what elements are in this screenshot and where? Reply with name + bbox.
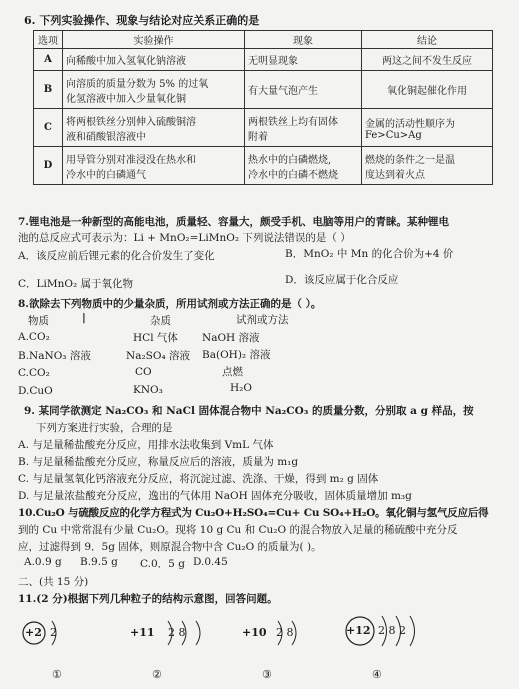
q6-phenomenon-line: 两根铁丝上均有固体	[248, 116, 338, 128]
q6-phenomenon	[245, 109, 362, 147]
q10-option-d: D.0.45	[193, 556, 228, 568]
table-row	[34, 109, 493, 147]
atom-electrons-1: 2	[50, 626, 57, 639]
q6-operation	[63, 147, 245, 185]
atom-label-4: ④	[372, 668, 382, 681]
q9-line-1: 9. 某同学欲测定 Na₂CO₃ 和 NaCl 固体混合物中 Na₂CO₃ 的质量分数，分别取 a g 样品，按	[24, 405, 474, 417]
q6-conclusion-line: 两这之间不发生反应	[382, 56, 472, 67]
q6-operation-line: 化氢溶液中加入少量氧化铜	[66, 93, 186, 105]
q7-option-b: B．MnO₂ 中 Mn 的化合价为+4 价	[285, 248, 454, 260]
q6-conclusion	[362, 71, 493, 109]
atom-nucleus-1: +2	[25, 626, 42, 639]
q8-impurity: KNO₃	[133, 384, 163, 396]
q8-method: 点燃	[222, 366, 243, 378]
q9-option-a: A. 与足量稀盐酸充分反应，用排水法收集到 VmL 气体	[18, 439, 274, 451]
q6-conclusion-line: 金属的活动性顺序为	[365, 118, 455, 130]
q6-header-conclusion: 结论	[362, 31, 493, 49]
atom-electrons-3: 2 8	[276, 626, 294, 639]
table-row	[34, 71, 493, 109]
q10-option-c: C.0．5 g	[140, 558, 185, 570]
atom-nucleus-2: +11	[130, 626, 155, 639]
q10-option-a: A.0.9 g	[24, 556, 62, 568]
atom-nucleus-4: +12	[346, 624, 371, 637]
atom-label-1: ①	[52, 668, 62, 681]
q6-operation-line: 冷水中的白磷通气	[66, 169, 146, 181]
q6-conclusion-line: 燃烧的条件之一是温	[365, 154, 455, 166]
q9-line-2: 下列方案进行实验，合理的是	[36, 422, 173, 434]
q10-line-1: 10.Cu₂O 与硫酸反应的化学方程式为 Cu₂O+H₂SO₄=Cu+ Cu SO₄+H₂O。氧化铜与氢气反应后得	[18, 507, 489, 519]
q6-conclusion	[362, 49, 493, 71]
q11-line-1: 11.(2 分)根据下列几种粒子的结构示意图，回答问题。	[18, 593, 278, 605]
q6-option: A	[34, 49, 63, 71]
q9-option-c: C. 与足量氢氧化钙溶液充分反应，将沉淀过滤、洗涤、干燥，得到 m₂ g 固体	[18, 473, 379, 485]
q6-operation-line: 将两根铁丝分别伸入硫酸铜溶	[66, 116, 196, 128]
q6-phenomenon	[245, 147, 362, 185]
q6-header-row	[34, 31, 493, 49]
q6-operation-line: 用导管分别对准浸没在热水和	[66, 154, 196, 166]
q7-line-2: 池的总反应式可表示为：Li + MnO₂=LiMnO₂ 下列说法错误的是（ ）	[18, 232, 351, 244]
q7-option-a: A．该反应前后锂元素的化合价发生了变化	[18, 250, 215, 262]
atom-diagram-4	[342, 606, 452, 656]
q6-phenomenon-line: 无明显现象	[248, 56, 298, 67]
q8-header-impurity: 杂质	[150, 315, 171, 327]
table-row	[34, 49, 493, 71]
q6-phenomenon	[245, 71, 362, 109]
q7-line-1: 7.锂电池是一种新型的高能电池，质量轻、容量大，颇受手机、电脑等用户的青睐。某种锂电	[18, 216, 449, 228]
q6-conclusion	[362, 109, 493, 147]
q6-table	[33, 30, 493, 185]
q6-option: B	[34, 71, 63, 109]
q8-divider: |	[82, 312, 86, 324]
q6-operation-line: 液和硝酸银溶液中	[66, 131, 146, 143]
q6-option: C	[34, 109, 63, 147]
q8-method: Ba(OH)₂ 溶液	[202, 349, 271, 361]
q6-header-option: 选项	[34, 31, 63, 49]
q6-conclusion	[362, 147, 493, 185]
q10-line-2: 到的 Cu 中常常混有少量 Cu₂O。现将 10 g Cu 和 Cu₂O 的混合物放入足量的稀硫酸中充分反	[18, 524, 458, 536]
table-row	[34, 147, 493, 185]
section-two-heading: 二、(共 15 分)	[18, 576, 89, 588]
q8-substance: B.NaNO₃ 溶液	[18, 350, 91, 362]
q8-header-method: 试剂或方法	[236, 314, 289, 326]
q8-substance: D.CuO	[18, 385, 53, 397]
q10-line-3: 应，过滤得到 9．5g 固体，则原混合物中含 Cu₂O 的质量为( )。	[18, 541, 322, 553]
q8-impurity: HCl 气体	[133, 332, 178, 344]
q6-header-phenomenon: 现象	[245, 31, 362, 49]
q6-title: 6. 下列实验操作、现象与结论对应关系正确的是	[24, 14, 260, 27]
q7-option-d: D．该反应属于化合反应	[285, 274, 399, 286]
q6-phenomenon-line: 冷水中的白磷不燃烧	[248, 169, 338, 181]
atom-electrons-2: 2 8	[168, 626, 186, 639]
q8-method: H₂O	[230, 382, 252, 394]
q8-header-substance: 物质	[28, 315, 49, 327]
q6-phenomenon	[245, 49, 362, 71]
q6-operation	[63, 71, 245, 109]
q8-substance: C.CO₂	[18, 367, 50, 379]
q6-phenomenon-line: 附着	[248, 131, 268, 143]
q8-substance: A.CO₂	[18, 331, 50, 343]
q8-impurity: CO	[135, 366, 152, 378]
q6-phenomenon-line: 有大量气泡产生	[248, 86, 318, 97]
q9-option-b: B. 与足量稀盐酸充分反应，称量反应后的溶液，质量为 m₁g	[18, 456, 299, 468]
atom-label-2: ②	[152, 668, 162, 681]
q6-operation	[63, 49, 245, 71]
q6-operation	[63, 109, 245, 147]
q9-option-d: D. 与足量浓盐酸充分反应，逸出的气体用 NaOH 固体充分吸收，固体质量增加 m₃g	[18, 490, 412, 502]
q8-method: NaOH 溶液	[202, 332, 260, 344]
q6-conclusion-line: Fe>Cu>Ag	[365, 129, 422, 141]
atom-diagram-3	[238, 613, 318, 653]
q6-operation-line: 向溶质的质量分数为 5% 的过氧	[66, 78, 209, 90]
atom-label-3: ③	[262, 668, 272, 681]
q6-header-operation: 实验操作	[63, 31, 245, 49]
atom-nucleus-3: +10	[242, 626, 267, 639]
atom-diagram-1	[20, 613, 80, 653]
q10-option-b: B.9.5 g	[80, 556, 118, 568]
atom-electrons-4: 2 8 2	[378, 624, 406, 637]
q6-operation-line: 向稀酸中加入氢氧化钠溶液	[66, 56, 186, 67]
atom-diagram-2	[124, 613, 214, 653]
q7-option-c: C．LiMnO₂ 属于氧化物	[18, 278, 134, 290]
q6-conclusion-line: 度达到着火点	[365, 169, 425, 181]
q6-phenomenon-line: 热水中的白磷燃烧,	[248, 154, 332, 166]
q8-impurity: Na₂SO₄ 溶液	[126, 350, 191, 362]
q8-line-1: 8.欲除去下列物质中的少量杂质，所用试剂或方法正确的是（ ）。	[18, 298, 322, 310]
q6-option: D	[34, 147, 63, 185]
q6-conclusion-line: 氧化铜起催化作用	[387, 86, 467, 97]
